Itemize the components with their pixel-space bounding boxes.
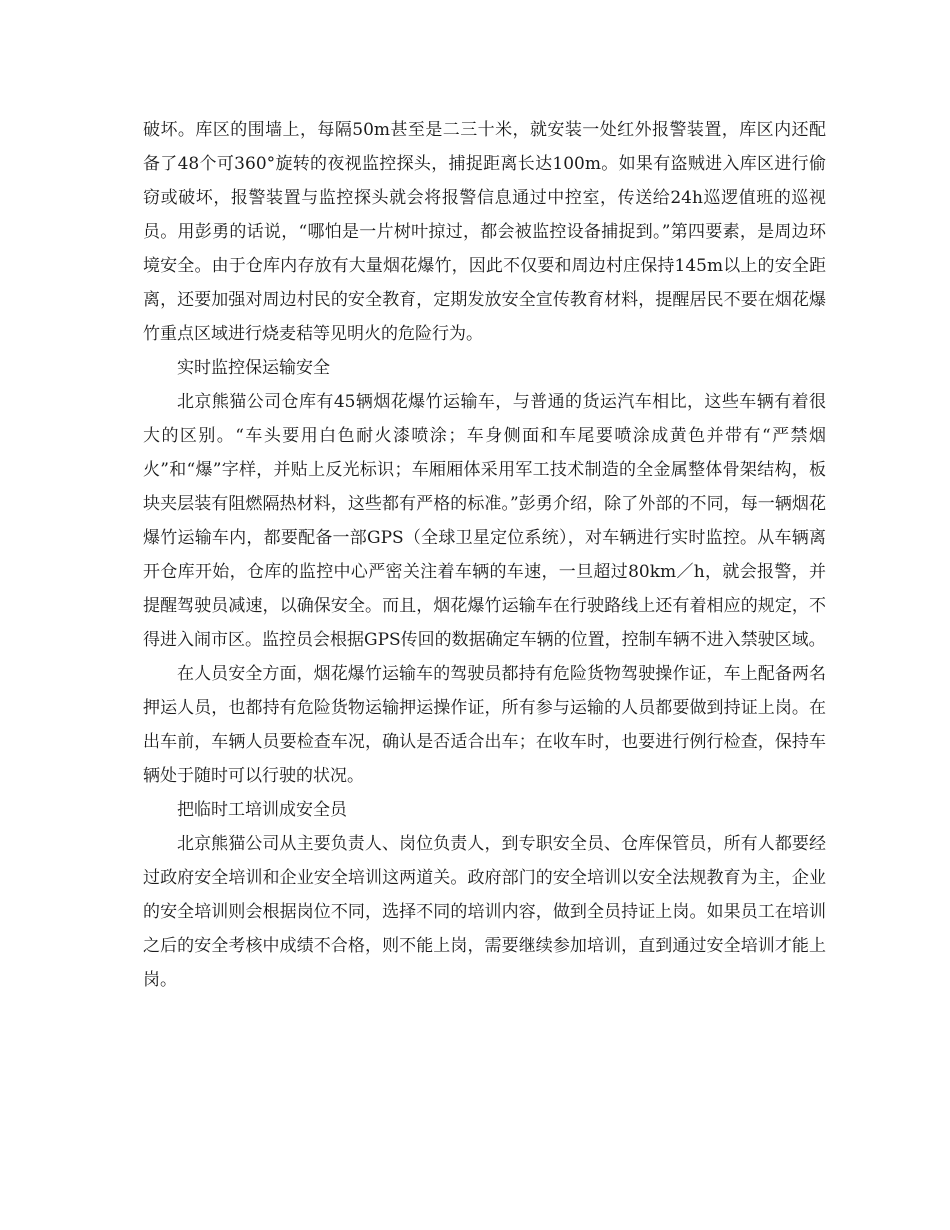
section-heading-realtime-monitoring: 实时监控保运输安全 [177,358,330,378]
paragraph-transport-vehicles: 北京熊猫公司仓库有45辆烟花爆竹运输车，与普通的货运汽车相比，这些车辆有着很大的区别。“车头要用白色耐火漆喷涂；车身侧面和车尾要喷涂成黄色并带有“严禁烟火”和“爆”字样，并贴上反光标识；车厢厢体采用军工技术制造的全金属整体骨架结构，板块夹层装有阻燃隔热材料，这些都有严格的标准。”彭勇介绍，除了外部的不同，每一辆烟花爆竹运输车内，都要配备一部GPS（全球卫星定位系统），对车辆进行实时监控。从车辆离开仓库开始，仓库的监控中心严密关注着车辆的车速，一旦超过80km／h，就会报警，并提醒驾驶员减速，以确保安全。而且，烟花爆竹运输车在行驶路线上还有着相应的规定，不得进入闹市区。监控员会根据GPS传回的数据确定车辆的位置，控制车辆不进入禁驶区域。 [143,392,826,650]
paragraph-personnel-safety: 在人员安全方面，烟花爆竹运输车的驾驶员都持有危险货物驾驶操作证，车上配备两名押运人员，也都持有危险货物运输押运操作证，所有参与运输的人员都要做到持证上岗。在出车前，车辆人员要检查车况，确认是否适合出车；在收车时，也要进行例行检查，保持车辆处于随时可以行驶的状况。 [143,664,826,786]
paragraph-perimeter-security: 破坏。库区的围墙上，每隔50m甚至是二三十米，就安装一处红外报警装置，库区内还配备了48个可360°旋转的夜视监控探头，捕捉距离长达100m。如果有盗贼进入库区进行偷窃或破坏，报警装置与监控探头就会将报警信息通过中控室，传送给24h巡逻值班的巡视员。用彭勇的话说，“哪怕是一片树叶掠过，都会被监控设备捕捉到。”第四要素，是周边环境安全。由于仓库内存放有大量烟花爆竹，因此不仅要和周边村庄保持145m以上的安全距离，还要加强对周边村民的安全教育，定期发放安全宣传教育材料，提醒居民不要在烟花爆竹重点区域进行烧麦秸等见明火的危险行为。 [143,120,826,344]
paragraph-training: 北京熊猫公司从主要负责人、岗位负责人，到专职安全员、仓库保管员，所有人都要经过政府安全培训和企业安全培训这两道关。政府部门的安全培训以安全法规教育为主，企业的安全培训则会根据岗位不同，选择不同的培训内容，做到全员持证上岗。如果员工在培训之后的安全考核中成绩不合格，则不能上岗，需要继续参加培训，直到通过安全培训才能上岗。 [143,834,826,990]
section-heading-training: 把临时工培训成安全员 [177,800,347,820]
article-body [143,113,826,997]
